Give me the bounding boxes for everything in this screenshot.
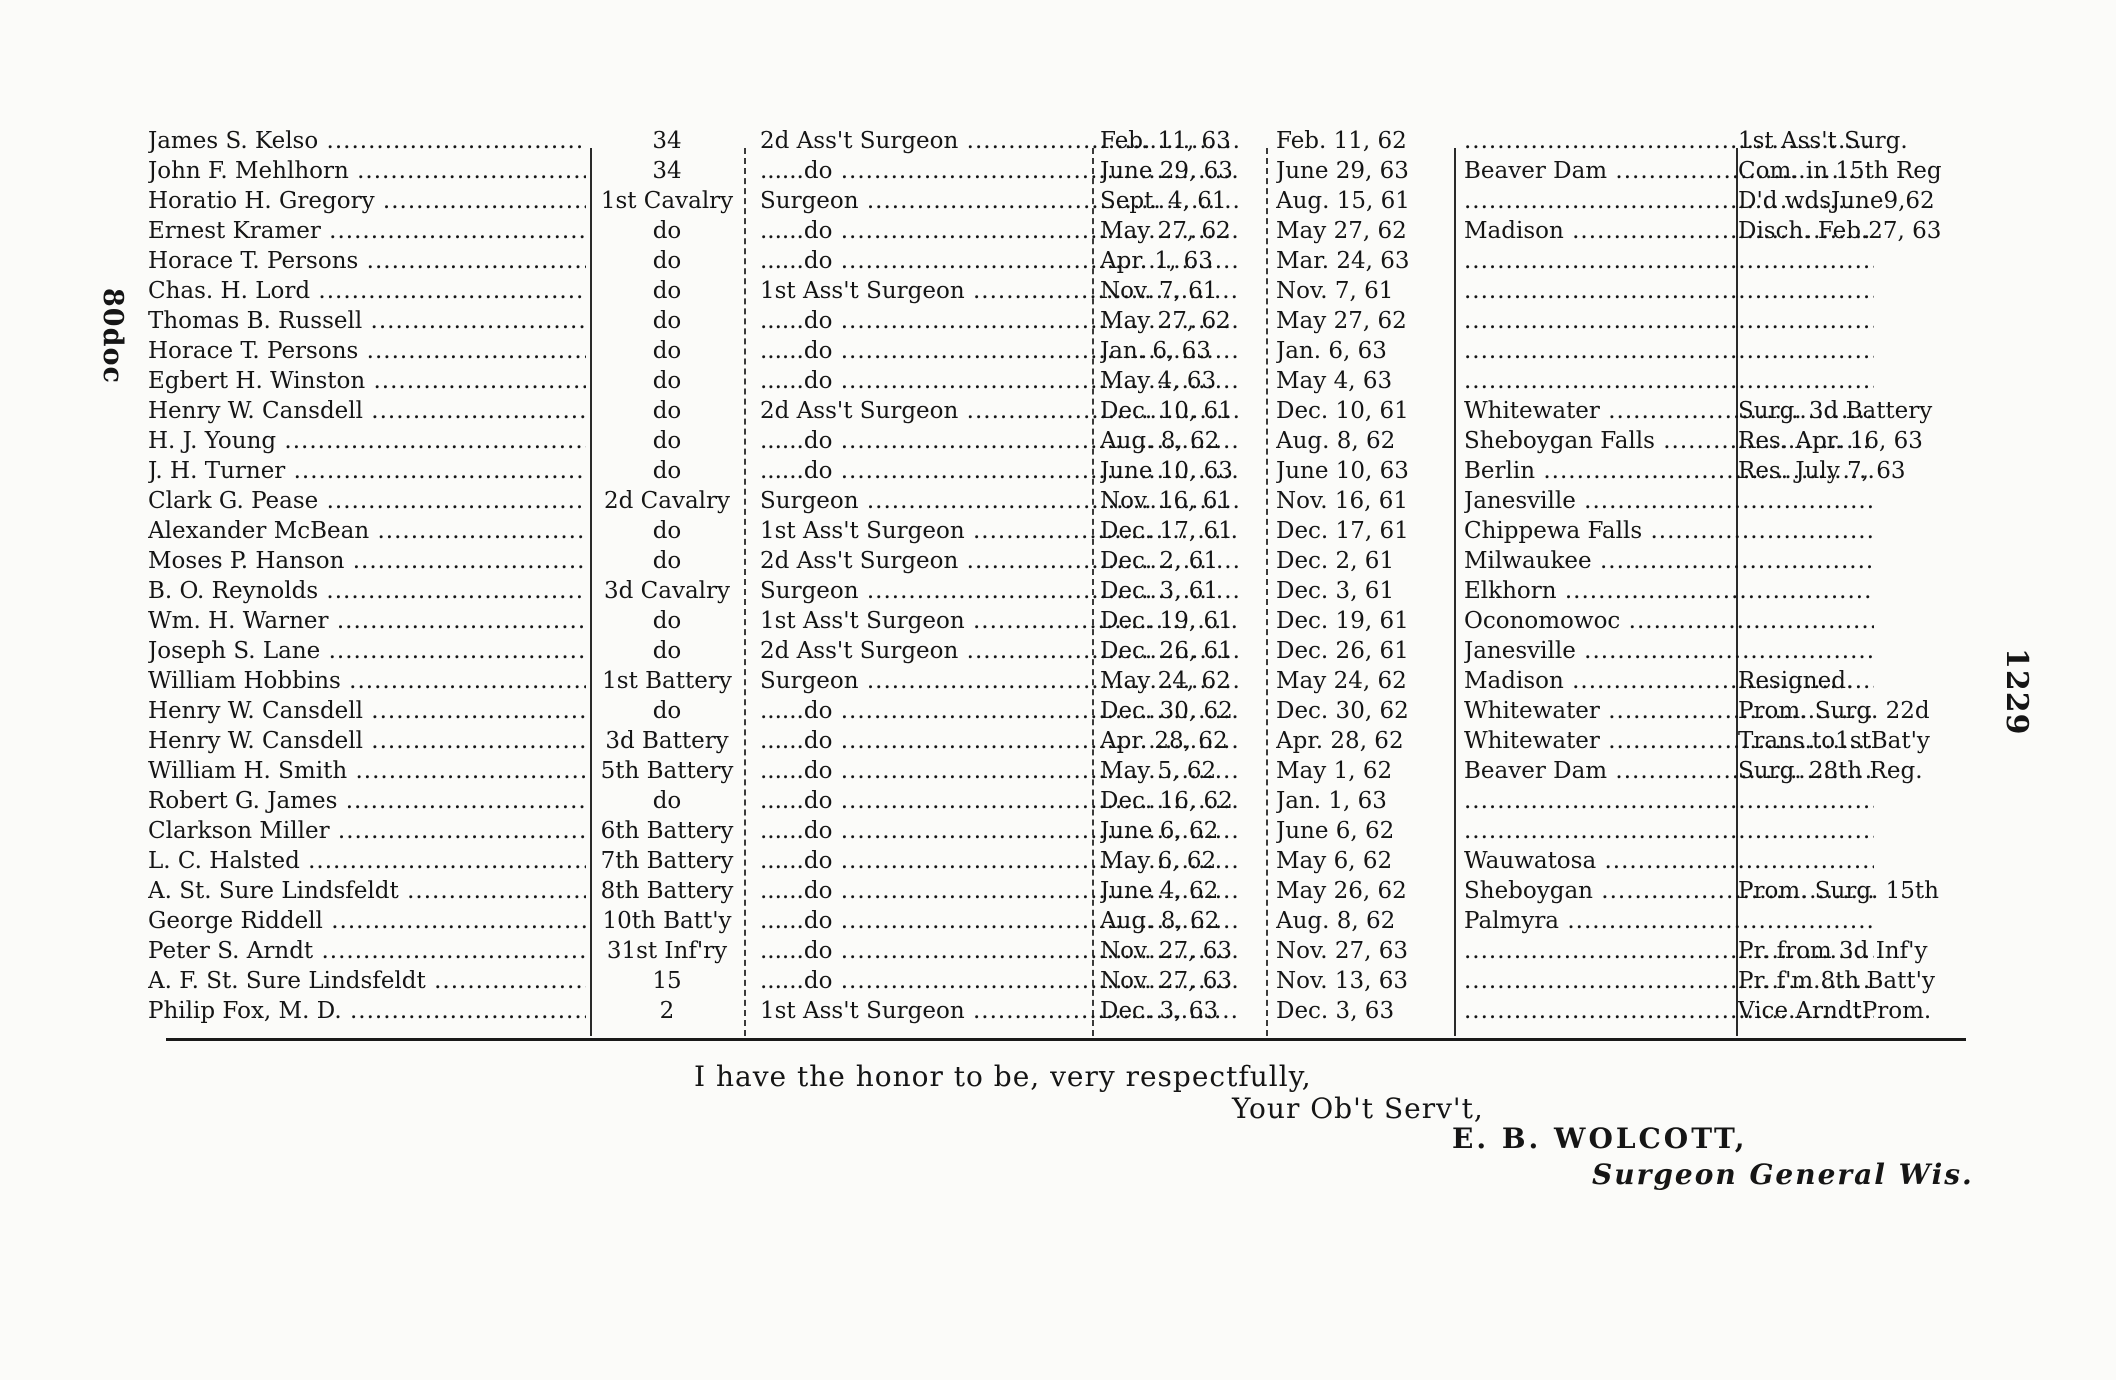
table-row [148, 726, 1966, 756]
date-of-commission: Dec. 3, 61 [1100, 578, 1219, 604]
table-row [148, 906, 1966, 936]
residence [1464, 246, 1874, 276]
remarks: D'd wdsJune9,62 [1738, 188, 1935, 214]
date-of-commission: June 10, 63 [1100, 458, 1233, 484]
table-row [148, 306, 1966, 336]
officer-name: Horatio H. Gregory ..... [148, 186, 586, 216]
date-of-commission: Dec. 3, 63 [1100, 998, 1219, 1024]
officer-name: Alexander McBean ..... [148, 516, 586, 546]
regiment: do [652, 548, 682, 574]
regiment: do [652, 398, 682, 424]
regiment: 3d Battery [605, 728, 729, 754]
table-row [148, 936, 1966, 966]
officer-name: Clark G. Pease ..... [148, 486, 586, 516]
officer-name: H. J. Young ..... [148, 426, 586, 456]
date-of-rank: Mar. 24, 63 [1276, 248, 1410, 274]
table-row [148, 246, 1966, 276]
rank: ......do ..... [760, 366, 1240, 396]
residence [1464, 786, 1874, 816]
date-of-rank: Dec. 26, 61 [1276, 638, 1409, 664]
residence [1464, 816, 1874, 846]
table-row [148, 696, 1966, 726]
officer-name: Peter S. Arndt ..... [148, 936, 586, 966]
date-of-rank: Aug. 8, 62 [1276, 428, 1396, 454]
date-of-rank: Dec. 17, 61 [1276, 518, 1409, 544]
regiment: 8th Battery [600, 878, 734, 904]
regiment: do [652, 518, 682, 544]
date-of-rank: Apr. 28, 62 [1276, 728, 1404, 754]
table-row [148, 216, 1966, 246]
officer-name: Philip Fox, M. D. ..... [148, 996, 586, 1026]
table-row [148, 966, 1966, 996]
rank: Surgeon ..... [760, 666, 1240, 696]
rank: ......do ..... [760, 966, 1240, 996]
date-of-rank: Jan. 6, 63 [1276, 338, 1387, 364]
residence: Whitewater ..... [1464, 696, 1874, 726]
date-of-commission: Dec. 2, 61 [1100, 548, 1219, 574]
officer-name: Horace T. Persons ..... [148, 336, 586, 366]
date-of-commission: June 29, 63 [1100, 158, 1233, 184]
closing-servant: Your Ob't Serv't, [1232, 1092, 1484, 1125]
residence: Wauwatosa ..... [1464, 846, 1874, 876]
residence [1464, 366, 1874, 396]
residence: Whitewater ..... [1464, 396, 1874, 426]
table-row [148, 876, 1966, 906]
rank: ......do ..... [760, 246, 1240, 276]
rank: ......do ..... [760, 156, 1240, 186]
date-of-commission: May 24, 62 [1100, 668, 1231, 694]
officer-name: George Riddell ..... [148, 906, 586, 936]
date-of-rank: Dec. 2, 61 [1276, 548, 1395, 574]
remarks: Com. in 15th Reg [1738, 158, 1942, 184]
date-of-commission: Jan. 6, 63 [1100, 338, 1211, 364]
regiment: do [652, 368, 682, 394]
remarks: Surg. 3d Battery [1738, 398, 1933, 424]
date-of-rank: Dec. 10, 61 [1276, 398, 1409, 424]
residence: Janesville ..... [1464, 636, 1874, 666]
date-of-rank: Nov. 13, 63 [1276, 968, 1409, 994]
residence: Madison ..... [1464, 216, 1874, 246]
regiment: do [652, 428, 682, 454]
date-of-rank: Nov. 16, 61 [1276, 488, 1409, 514]
officer-name: James S. Kelso ..... [148, 126, 586, 156]
officer-name: J. H. Turner ..... [148, 456, 586, 486]
page-number: 1229 [1999, 648, 2034, 736]
residence [1464, 306, 1874, 336]
table-row [148, 366, 1966, 396]
regiment: do [652, 338, 682, 364]
remarks: Prom. Surg. 22d [1738, 698, 1930, 724]
officer-name: Chas. H. Lord ..... [148, 276, 586, 306]
table-row [148, 276, 1966, 306]
officer-name: Henry W. Cansdell ..... [148, 696, 586, 726]
rank: ......do ..... [760, 876, 1240, 906]
table-row [148, 756, 1966, 786]
regiment: do [652, 638, 682, 664]
officer-name: A. F. St. Sure Lindsfeldt ..... [148, 966, 586, 996]
table-row [148, 606, 1966, 636]
remarks: Pr. from 3d Inf'y [1738, 938, 1928, 964]
rank: Surgeon ..... [760, 486, 1240, 516]
date-of-commission: June 6, 62 [1100, 818, 1219, 844]
rank: Surgeon ..... [760, 186, 1240, 216]
officer-name: Joseph S. Lane ..... [148, 636, 586, 666]
regiment: 15 [652, 968, 682, 994]
date-of-commission: June 4, 62 [1100, 878, 1219, 904]
regiment: do [652, 248, 682, 274]
rank: ......do ..... [760, 456, 1240, 486]
rank: ......do ..... [760, 726, 1240, 756]
regiment: do [652, 218, 682, 244]
rank: 2d Ass't Surgeon ..... [760, 126, 1240, 156]
regiment: do [652, 278, 682, 304]
table-row [148, 336, 1966, 366]
regiment: 34 [652, 128, 682, 154]
table-row [148, 456, 1966, 486]
table-row [148, 156, 1966, 186]
table-row [148, 846, 1966, 876]
rank: ......do ..... [760, 336, 1240, 366]
date-of-commission: Dec. 26, 61 [1100, 638, 1233, 664]
signature-name: E. B. WOLCOTT, [1452, 1122, 1748, 1155]
signature-title: Surgeon General Wis. [1592, 1158, 1974, 1191]
date-of-commission: May 27, 62 [1100, 308, 1231, 334]
table-row [148, 666, 1966, 696]
date-of-rank: Dec. 3, 61 [1276, 578, 1395, 604]
remarks: Disch. Feb.27, 63 [1738, 218, 1942, 244]
rank: ......do ..... [760, 426, 1240, 456]
remarks: Pr. f'm 8th Batt'y [1738, 968, 1935, 994]
remarks: Surg. 28th Reg. [1738, 758, 1923, 784]
date-of-commission: Apr. 28, 62 [1100, 728, 1228, 754]
remarks: 1st Ass't Surg. [1738, 128, 1908, 154]
date-of-commission: Nov. 27, 63 [1100, 938, 1233, 964]
residence [1464, 336, 1874, 366]
officer-name: Egbert H. Winston ..... [148, 366, 586, 396]
date-of-rank: Dec. 30, 62 [1276, 698, 1409, 724]
regiment: 6th Battery [600, 818, 734, 844]
officer-name: Horace T. Persons ..... [148, 246, 586, 276]
residence: Berlin ..... [1464, 456, 1874, 486]
date-of-commission: Dec. 19, 61 [1100, 608, 1233, 634]
rank: 1st Ass't Surgeon ..... [760, 276, 1240, 306]
remarks: Vice ArndtProm. [1738, 998, 1932, 1024]
closing-salutation: I have the honor to be, very respectfully, [694, 1060, 1312, 1093]
officer-name: Ernest Kramer ..... [148, 216, 586, 246]
regiment: 34 [652, 158, 682, 184]
date-of-rank: May 1, 62 [1276, 758, 1393, 784]
date-of-rank: Nov. 7, 61 [1276, 278, 1394, 304]
regiment: do [652, 698, 682, 724]
regiment: do [652, 788, 682, 814]
date-of-rank: Aug. 15, 61 [1276, 188, 1410, 214]
date-of-rank: Dec. 3, 63 [1276, 998, 1395, 1024]
residence: Oconomowoc ..... [1464, 606, 1874, 636]
regiment: do [652, 458, 682, 484]
officer-name: L. C. Halsted ..... [148, 846, 586, 876]
officer-name: Clarkson Miller ..... [148, 816, 586, 846]
regiment: do [652, 608, 682, 634]
regiment: do [652, 308, 682, 334]
date-of-rank: May 27, 62 [1276, 308, 1407, 334]
date-of-rank: May 24, 62 [1276, 668, 1407, 694]
rank: ......do ..... [760, 906, 1240, 936]
regiment: 2d Cavalry [603, 488, 731, 514]
regiment: 7th Battery [600, 848, 734, 874]
date-of-rank: Dec. 19, 61 [1276, 608, 1409, 634]
residence [1464, 276, 1874, 306]
rank: 1st Ass't Surgeon ..... [760, 606, 1240, 636]
residence: Chippewa Falls ..... [1464, 516, 1874, 546]
table-row [148, 186, 1966, 216]
rank: ......do ..... [760, 846, 1240, 876]
rank: ......do ..... [760, 936, 1240, 966]
rank: ......do ..... [760, 216, 1240, 246]
rank: 1st Ass't Surgeon ..... [760, 516, 1240, 546]
table-row [148, 996, 1966, 1026]
officer-name: Henry W. Cansdell ..... [148, 396, 586, 426]
residence: Milwaukee ..... [1464, 546, 1874, 576]
residence: Beaver Dam ..... [1464, 756, 1874, 786]
margin-label: 80doc [97, 288, 128, 384]
date-of-commission: Feb. 11, 63 [1100, 128, 1231, 154]
table-row [148, 126, 1966, 156]
residence: Palmyra ..... [1464, 906, 1874, 936]
officer-name: Wm. H. Warner ..... [148, 606, 586, 636]
date-of-commission: Nov. 27, 63 [1100, 968, 1233, 994]
date-of-commission: Aug. 8, 62 [1100, 908, 1220, 934]
date-of-rank: Feb. 11, 62 [1276, 128, 1407, 154]
date-of-rank: May 6, 62 [1276, 848, 1393, 874]
regiment: 1st Battery [602, 668, 732, 694]
date-of-commission: Apr. 1, 63 [1100, 248, 1213, 274]
date-of-commission: Dec. 16, 62 [1100, 788, 1233, 814]
officer-name: Robert G. James ..... [148, 786, 586, 816]
date-of-rank: June 6, 62 [1276, 818, 1395, 844]
date-of-rank: May 26, 62 [1276, 878, 1407, 904]
remarks: Res. Apr. 16, 63 [1738, 428, 1923, 454]
table-row [148, 516, 1966, 546]
date-of-commission: May 5, 62 [1100, 758, 1217, 784]
regiment: 2 [659, 998, 675, 1024]
table-row [148, 636, 1966, 666]
date-of-commission: Dec. 10, 61 [1100, 398, 1233, 424]
date-of-rank: June 10, 63 [1276, 458, 1409, 484]
date-of-commission: May 4, 63 [1100, 368, 1217, 394]
date-of-rank: Jan. 1, 63 [1276, 788, 1387, 814]
officer-name: Moses P. Hanson ..... [148, 546, 586, 576]
residence: Janesville ..... [1464, 486, 1874, 516]
officer-name: Thomas B. Russell ..... [148, 306, 586, 336]
table-row [148, 786, 1966, 816]
date-of-commission: Aug. 8, 62 [1100, 428, 1220, 454]
rank: ......do ..... [760, 816, 1240, 846]
rank: ......do ..... [760, 756, 1240, 786]
table-row [148, 816, 1966, 846]
table-row [148, 486, 1966, 516]
residence: Madison ..... [1464, 666, 1874, 696]
date-of-commission: Dec. 17, 61 [1100, 518, 1233, 544]
officer-name: William H. Smith ..... [148, 756, 586, 786]
rank: ......do ..... [760, 696, 1240, 726]
date-of-commission: Sept. 4, 61 [1100, 188, 1227, 214]
date-of-commission: May 27, 62 [1100, 218, 1231, 244]
rank: ......do ..... [760, 786, 1240, 816]
table-row [148, 396, 1966, 426]
regiment: 10th Batt'y [602, 908, 732, 934]
regiment: 31st Inf'ry [606, 938, 728, 964]
table-row [148, 576, 1966, 606]
rank: 2d Ass't Surgeon ..... [760, 546, 1240, 576]
officer-name: B. O. Reynolds ..... [148, 576, 586, 606]
regiment: 3d Cavalry [603, 578, 731, 604]
table-row [148, 546, 1966, 576]
remarks: Prom. Surg. 15th [1738, 878, 1939, 904]
officer-name: A. St. Sure Lindsfeldt ..... [148, 876, 586, 906]
date-of-rank: June 29, 63 [1276, 158, 1409, 184]
date-of-commission: May 6, 62 [1100, 848, 1217, 874]
rank: 1st Ass't Surgeon ..... [760, 996, 1240, 1026]
residence: Whitewater ..... [1464, 726, 1874, 756]
date-of-commission: Dec. 30, 62 [1100, 698, 1233, 724]
officer-name: Henry W. Cansdell ..... [148, 726, 586, 756]
remarks: Res. July 7, 63 [1738, 458, 1906, 484]
regiment: 5th Battery [600, 758, 734, 784]
residence: Sheboygan Falls ..... [1464, 426, 1874, 456]
remarks: Trans.to1stBat'y [1738, 728, 1930, 754]
rank: 2d Ass't Surgeon ..... [760, 636, 1240, 666]
officer-name: John F. Mehlhorn ..... [148, 156, 586, 186]
table-row [148, 426, 1966, 456]
date-of-rank: Aug. 8, 62 [1276, 908, 1396, 934]
regiment: 1st Cavalry [600, 188, 734, 214]
rank: 2d Ass't Surgeon ..... [760, 396, 1240, 426]
date-of-rank: May 4, 63 [1276, 368, 1393, 394]
remarks: Resigned. [1738, 668, 1854, 694]
table-bottom-rule [166, 1038, 1966, 1041]
residence: Elkhorn ..... [1464, 576, 1874, 606]
officer-name: William Hobbins ..... [148, 666, 586, 696]
date-of-commission: Nov. 7, 61 [1100, 278, 1218, 304]
date-of-commission: Nov. 16, 61 [1100, 488, 1233, 514]
date-of-rank: May 27, 62 [1276, 218, 1407, 244]
residence: Sheboygan ..... [1464, 876, 1874, 906]
rank: ......do ..... [760, 306, 1240, 336]
date-of-rank: Nov. 27, 63 [1276, 938, 1409, 964]
residence: Beaver Dam ..... [1464, 156, 1874, 186]
rank: Surgeon ..... [760, 576, 1240, 606]
